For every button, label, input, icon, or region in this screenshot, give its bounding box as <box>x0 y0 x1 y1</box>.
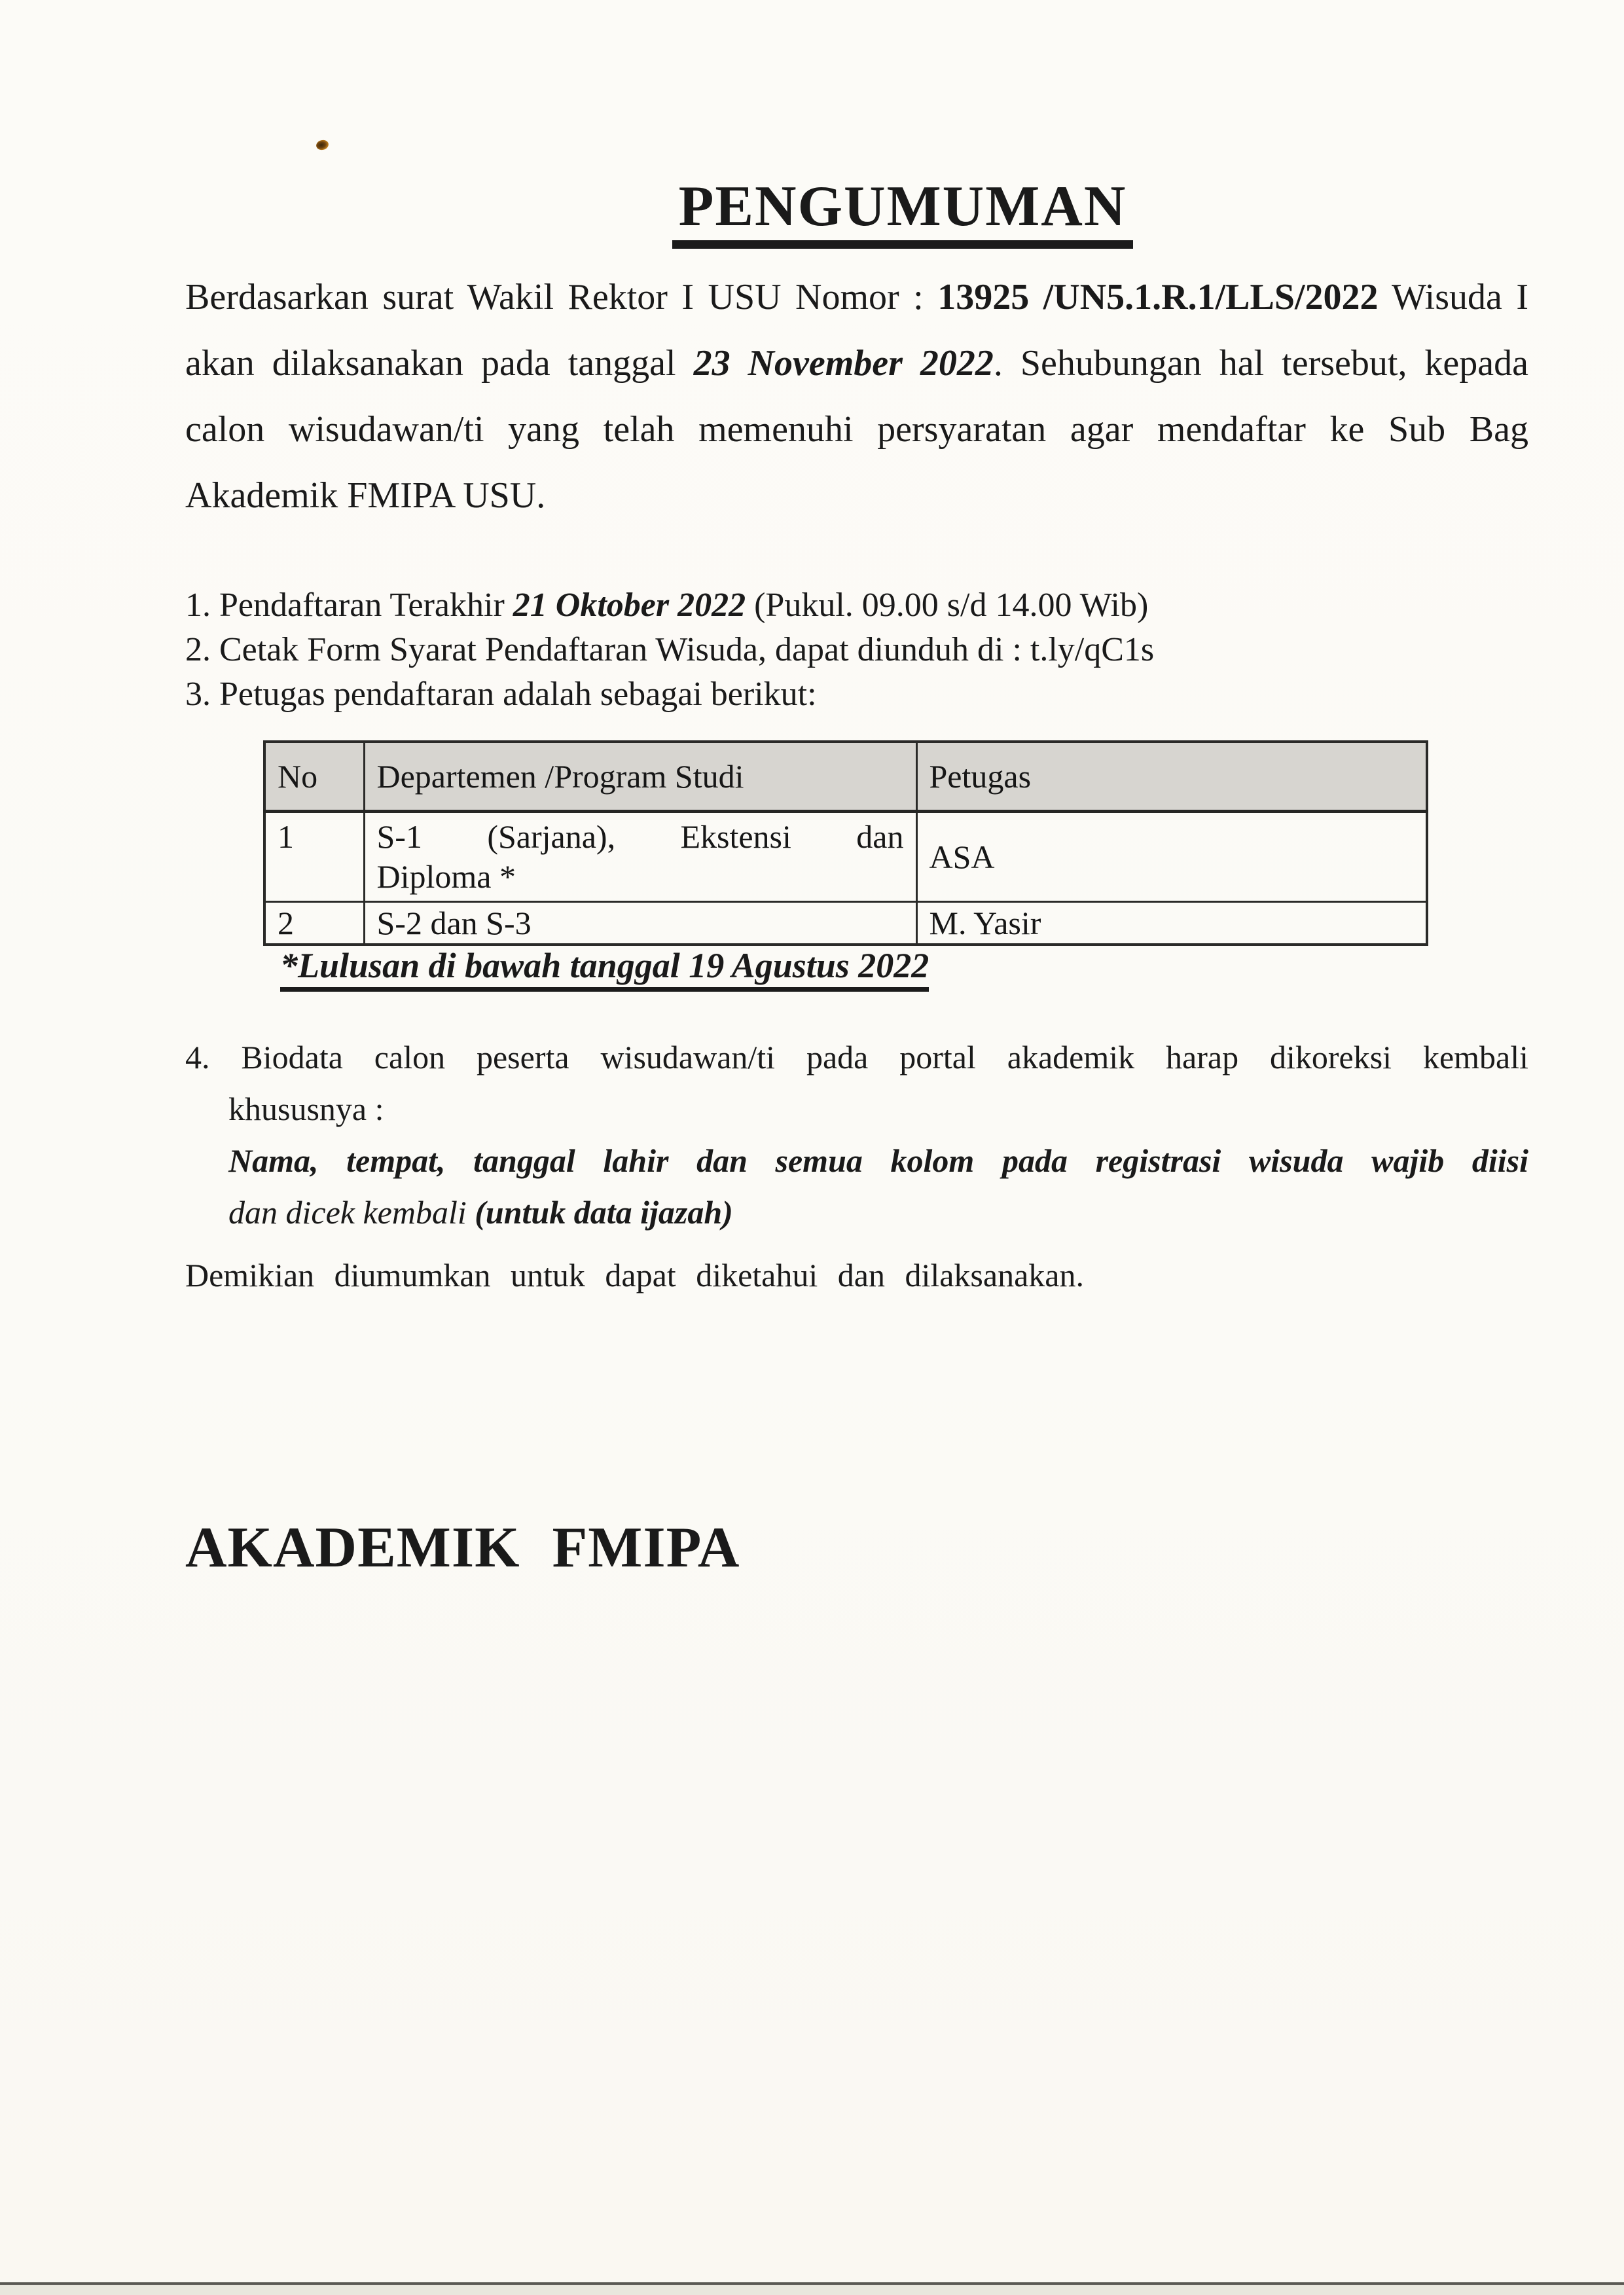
list-item-1-pre: 1. Pendaftaran Terakhir <box>185 587 513 624</box>
cell-row1-departemen-line2: Diploma * <box>376 858 516 895</box>
intro-line-1 <box>185 264 1528 331</box>
signature-akademik-fmipa: AKADEMIK FMIPA <box>185 1516 740 1580</box>
item4-line-3-bold-italic: Nama, tempat, tanggal lahir dan semua kolom pada registrasi wisuda wajib diisi <box>228 1142 1528 1179</box>
deadline-date-bold-italic: 21 Oktober 2022 <box>513 587 746 624</box>
intro-line-1-post: Wisuda I <box>1378 277 1528 317</box>
cell-row1-no: 1 <box>264 812 364 902</box>
item4-line-4-bold-italic: (untuk data ijazah) <box>475 1194 733 1231</box>
closing-statement: Demikian diumumkan untuk dapat diketahui dan dilaksanakan. <box>185 1257 1084 1293</box>
item4-line-1: 4. Biodata calon peserta wisudawan/ti pada portal akademik harap dikoreksi kembali <box>185 1039 1528 1075</box>
intro-line-2-pre: akan dilaksanakan pada tanggal <box>185 343 694 384</box>
intro-line-2-post: . Sehubungan hal tersebut, kepada <box>993 343 1529 384</box>
cell-row2-departemen: S-2 dan S-3 <box>364 902 916 945</box>
intro-line-1-pre: Berdasarkan surat Wakil Rektor I USU Nomor : <box>185 277 938 317</box>
item4-line-2: khususnya : <box>228 1091 384 1127</box>
cell-row1-petugas: ASA <box>916 812 1427 902</box>
intro-line-4: Akademik FMIPA USU. <box>185 475 546 516</box>
intro-line-2 <box>185 331 1528 397</box>
table-row-1 <box>264 812 1427 902</box>
item4-line-4-italic: dan dicek kembali <box>228 1194 475 1231</box>
table-footnote-text: *Lulusan di bawah tanggal 19 Agustus 2022 <box>280 945 929 992</box>
list-item-1-post: (Pukul. 09.00 s/d 14.00 Wib) <box>746 587 1149 624</box>
table-header-no: No <box>264 742 364 812</box>
intro-line-3: calon wisudawan/ti yang telah memenuhi persyaratan agar mendaftar ke Sub Bag <box>185 409 1528 450</box>
table-footnote <box>280 945 929 992</box>
list-item-1 <box>185 583 1528 628</box>
cell-row2-petugas: M. Yasir <box>916 902 1427 945</box>
page-title: PENGUMUMAN <box>672 178 1134 249</box>
cell-row1-departemen-line1: S-1 (Sarjana), Ekstensi dan <box>376 818 904 855</box>
scan-edge-below <box>0 2285 1624 2295</box>
cell-row2-no: 2 <box>264 902 364 945</box>
intro-paragraph <box>185 264 1528 529</box>
cell-row1-departemen <box>364 812 916 902</box>
item4-line-4 <box>185 1187 1528 1238</box>
table-row-2 <box>264 902 1427 945</box>
registration-officers-table <box>263 740 1428 946</box>
list-item-3: 3. Petugas pendaftaran adalah sebagai berikut: <box>185 676 817 713</box>
graduation-date-bold-italic: 23 November 2022 <box>693 343 994 384</box>
table-header-departemen: Departemen /Program Studi <box>364 742 916 812</box>
list-item-4-block <box>185 1032 1528 1238</box>
title-wrap <box>185 175 1528 249</box>
numbered-list <box>185 583 1528 717</box>
letter-number-bold: 13925 /UN5.1.R.1/LLS/2022 <box>937 277 1379 317</box>
ink-speck-artifact <box>315 139 329 151</box>
list-item-2: 2. Cetak Form Syarat Pendaftaran Wisuda, dapat diunduh di : t.ly/qC1s <box>185 631 1155 668</box>
table-header-petugas: Petugas <box>916 742 1427 812</box>
table-header-row <box>264 742 1427 812</box>
